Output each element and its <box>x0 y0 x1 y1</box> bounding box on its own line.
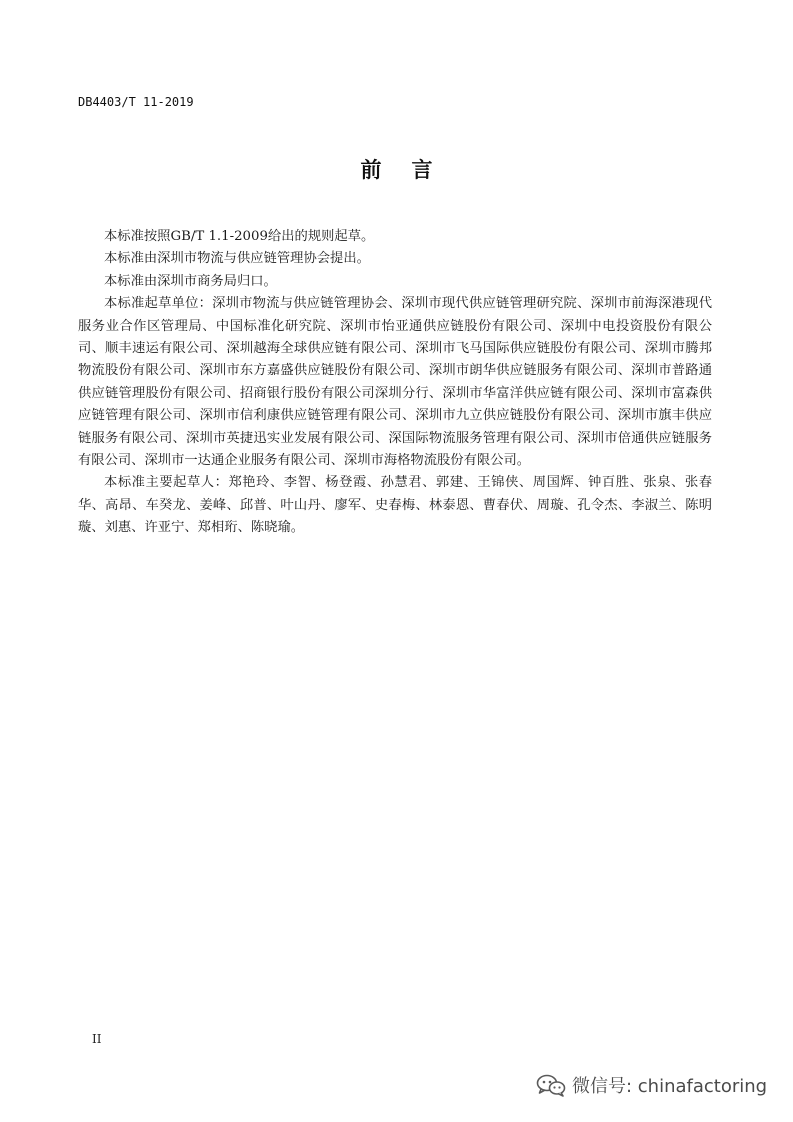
paragraph-drafting-units: 本标准起草单位：深圳市物流与供应链管理协会、深圳市现代供应链管理研究院、深圳市前海深港现代服务业合作区管理局、中国标准化研究院、深圳市怡亚通供应链股份有限公司、深圳中电投资股份有限公司、顺丰速运有限公司、深圳越海全球供应链有限公司、深圳市飞马国际供应链股份有限公司、深圳市腾邦物流股份有限公司、深圳市东方嘉盛供应链股份有限公司、深圳市朗华供应链服务有限公司、深圳市普路通供应链管理股份有限公司、招商银行股份有限公司深圳分行、深圳市华富洋供应链有限公司、深圳市富森供应链管理有限公司、深圳市信利康供应链管理有限公司、深圳市九立供应链股份有限公司、深圳市旗丰供应链服务有限公司、深圳市英捷迅实业发展有限公司、深国际物流服务管理有限公司、深圳市倍通供应链服务有限公司、深圳市一达通企业服务有限公司、深圳市海格物流股份有限公司。 <box>78 296 712 469</box>
paragraph-proposer: 本标准由深圳市物流与供应链管理协会提出。 <box>104 251 370 267</box>
wechat-icon <box>536 1073 566 1097</box>
watermark-text: 微信号: chinafactoring <box>572 1076 768 1097</box>
page-number: II <box>92 1032 102 1046</box>
paragraph-drafters: 本标准主要起草人：郑艳玲、李智、杨登霞、孙慧君、郭建、王锦侠、周国辉、钟百胜、张泉、张春华、高昂、车癸龙、姜峰、邱普、叶山丹、廖军、史春梅、林泰恩、曹春伏、周璇、孔令杰、李淑兰、陈明璇、刘惠、许亚宁、郑相珩、陈晓瑜。 <box>78 475 712 536</box>
page-title: 前言 <box>360 158 463 182</box>
paragraph-drafting-rules: 本标准按照GB/T 1.1-2009给出的规则起草。 <box>104 229 375 244</box>
wechat-watermark <box>536 1072 767 1098</box>
foreword-body <box>78 226 712 540</box>
paragraph-administrator: 本标准由深圳市商务局归口。 <box>104 273 277 289</box>
document-code: DB4403/T 11-2019 <box>78 95 194 109</box>
